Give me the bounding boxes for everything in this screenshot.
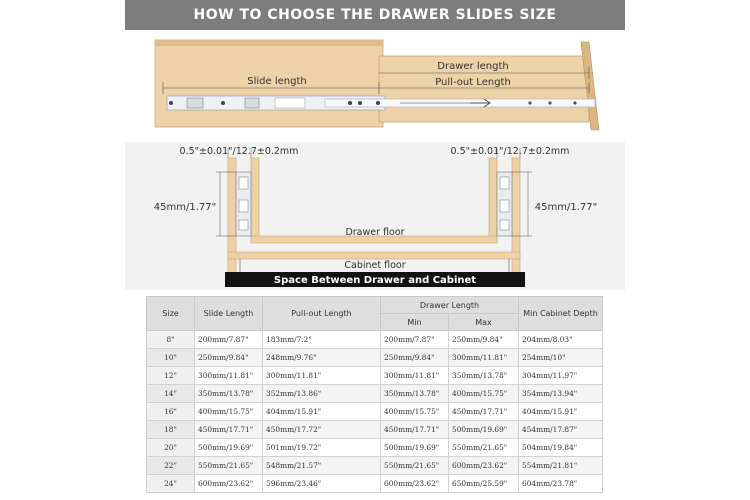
cell-pullout-length: 548mm/21.57" (263, 457, 381, 475)
cell-drawer-min: 400mm/15.75" (381, 403, 449, 421)
cell-drawer-max: 250mm/9.84" (449, 331, 519, 349)
cell-cabinet-depth: 454mm/17.87" (519, 421, 603, 439)
space-banner-label: Space Between Drawer and Cabinet (273, 275, 477, 286)
drawer-floor-label: Drawer floor (345, 227, 405, 238)
cell-slide-length: 600mm/23.62" (195, 475, 263, 493)
cell-slide-length: 450mm/17.71" (195, 421, 263, 439)
cell-drawer-max: 650mm/25.59" (449, 475, 519, 493)
cell-drawer-max: 350mm/13.78" (449, 367, 519, 385)
cell-drawer-max: 300mm/11.81" (449, 349, 519, 367)
cell-slide-length: 200mm/7.87" (195, 331, 263, 349)
header-max: Max (449, 314, 519, 331)
cell-cabinet-depth: 504mm/19.84" (519, 439, 603, 457)
cell-drawer-min: 450mm/17.71" (381, 421, 449, 439)
cell-pullout-length: 450mm/17.72" (263, 421, 381, 439)
table-row (147, 385, 603, 403)
slide-screw (573, 101, 576, 104)
cell-size: 20" (147, 439, 195, 457)
header-min: Min (381, 314, 449, 331)
drawer-side-right (489, 158, 497, 242)
drawer-length-label: Drawer length (437, 61, 509, 72)
cell-pullout-length: 248mm/9.76" (263, 349, 381, 367)
table-row (147, 331, 603, 349)
cell-cabinet-depth: 554mm/21.81" (519, 457, 603, 475)
slide-bracket-mid (245, 98, 259, 108)
cell-cabinet-depth: 254mm/10" (519, 349, 603, 367)
page-title: HOW TO CHOOSE THE DRAWER SLIDES SIZE (125, 0, 625, 30)
cell-slide-length: 400mm/15.75" (195, 403, 263, 421)
slide-ball-right (500, 200, 509, 212)
cell-slide-length: 350mm/13.78" (195, 385, 263, 403)
cell-cabinet-depth: 404mm/15.91" (519, 403, 603, 421)
cell-size: 22" (147, 457, 195, 475)
slide-ball-left (239, 200, 248, 212)
slide-screw (221, 101, 225, 105)
slide-screw (548, 101, 551, 104)
header-slide-length: Slide Length (195, 297, 263, 331)
cabinet-floor-label: Cabinet floor (344, 260, 406, 271)
gap-left-label: 0.5"±0.01"/12.7±0.2mm (179, 146, 299, 157)
slide-screw (376, 101, 380, 105)
slide-ball-left (239, 220, 248, 230)
cell-cabinet-depth: 604mm/23.78" (519, 475, 603, 493)
cell-slide-length: 550mm/21.65" (195, 457, 263, 475)
slide-bracket-front (187, 98, 203, 108)
header-size: Size (147, 297, 195, 331)
slide-screw (348, 101, 352, 105)
cell-slide-length: 300mm/11.81" (195, 367, 263, 385)
cell-size: 12" (147, 367, 195, 385)
cell-size: 14" (147, 385, 195, 403)
cell-pullout-length: 501mm/19.72" (263, 439, 381, 457)
cell-pullout-length: 183mm/7.2" (263, 331, 381, 349)
drawer-slide-diagram (125, 30, 625, 290)
cell-cabinet-depth: 304mm/11.97" (519, 367, 603, 385)
drawer-side-left (251, 158, 259, 242)
cell-size: 10" (147, 349, 195, 367)
slide-screw (528, 101, 531, 104)
slide-screw (169, 101, 173, 105)
table-row (147, 403, 603, 421)
cell-pullout-length: 596mm/23.46" (263, 475, 381, 493)
cell-drawer-min: 300mm/11.81" (381, 367, 449, 385)
cell-slide-length: 250mm/9.84" (195, 349, 263, 367)
slide-ball-cage (275, 98, 305, 108)
cell-drawer-min: 250mm/9.84" (381, 349, 449, 367)
size-table (146, 296, 603, 493)
cell-cabinet-depth: 354mm/13.94" (519, 385, 603, 403)
gap-right-label: 0.5"±0.01"/12.7±0.2mm (450, 146, 570, 157)
cell-drawer-max: 550mm/21.65" (449, 439, 519, 457)
cabinet-floor (228, 252, 520, 259)
cell-drawer-min: 500mm/19.69" (381, 439, 449, 457)
slide-ball-right (500, 220, 509, 230)
height-left-label: 45mm/1.77" (153, 202, 217, 213)
cell-drawer-max: 600mm/23.62" (449, 457, 519, 475)
height-right-label: 45mm/1.77" (534, 202, 598, 213)
cell-size: 24" (147, 475, 195, 493)
cell-pullout-length: 404mm/15.91" (263, 403, 381, 421)
cell-drawer-max: 400mm/15.75" (449, 385, 519, 403)
table-row (147, 349, 603, 367)
drawer-box-top-edge (155, 40, 383, 46)
cell-size: 18" (147, 421, 195, 439)
slide-length-label: Slide length (247, 76, 307, 87)
slide-screw (358, 101, 362, 105)
cell-drawer-max: 450mm/17.71" (449, 403, 519, 421)
cell-drawer-min: 550mm/21.65" (381, 457, 449, 475)
header-pullout-length: Pull-out Length (263, 297, 381, 331)
pullout-length-label: Pull-out Length (435, 77, 511, 88)
cell-slide-length: 500mm/19.69" (195, 439, 263, 457)
table-row (147, 367, 603, 385)
table-row (147, 475, 603, 493)
cell-drawer-min: 200mm/7.87" (381, 331, 449, 349)
slide-ball-right (500, 177, 509, 189)
cell-size: 16" (147, 403, 195, 421)
table-row (147, 421, 603, 439)
cell-drawer-min: 600mm/23.62" (381, 475, 449, 493)
cell-pullout-length: 300mm/11.81" (263, 367, 381, 385)
cell-cabinet-depth: 204mm/8.03" (519, 331, 603, 349)
cell-pullout-length: 352mm/13.86" (263, 385, 381, 403)
cell-drawer-max: 500mm/19.69" (449, 421, 519, 439)
cell-size: 8" (147, 331, 195, 349)
cell-drawer-min: 350mm/13.78" (381, 385, 449, 403)
slide-ball-left (239, 177, 248, 189)
table-row (147, 457, 603, 475)
table-row (147, 439, 603, 457)
header-min-cabinet-depth: Min Cabinet Depth (519, 297, 603, 331)
header-drawer-length: Drawer Length (381, 297, 519, 314)
